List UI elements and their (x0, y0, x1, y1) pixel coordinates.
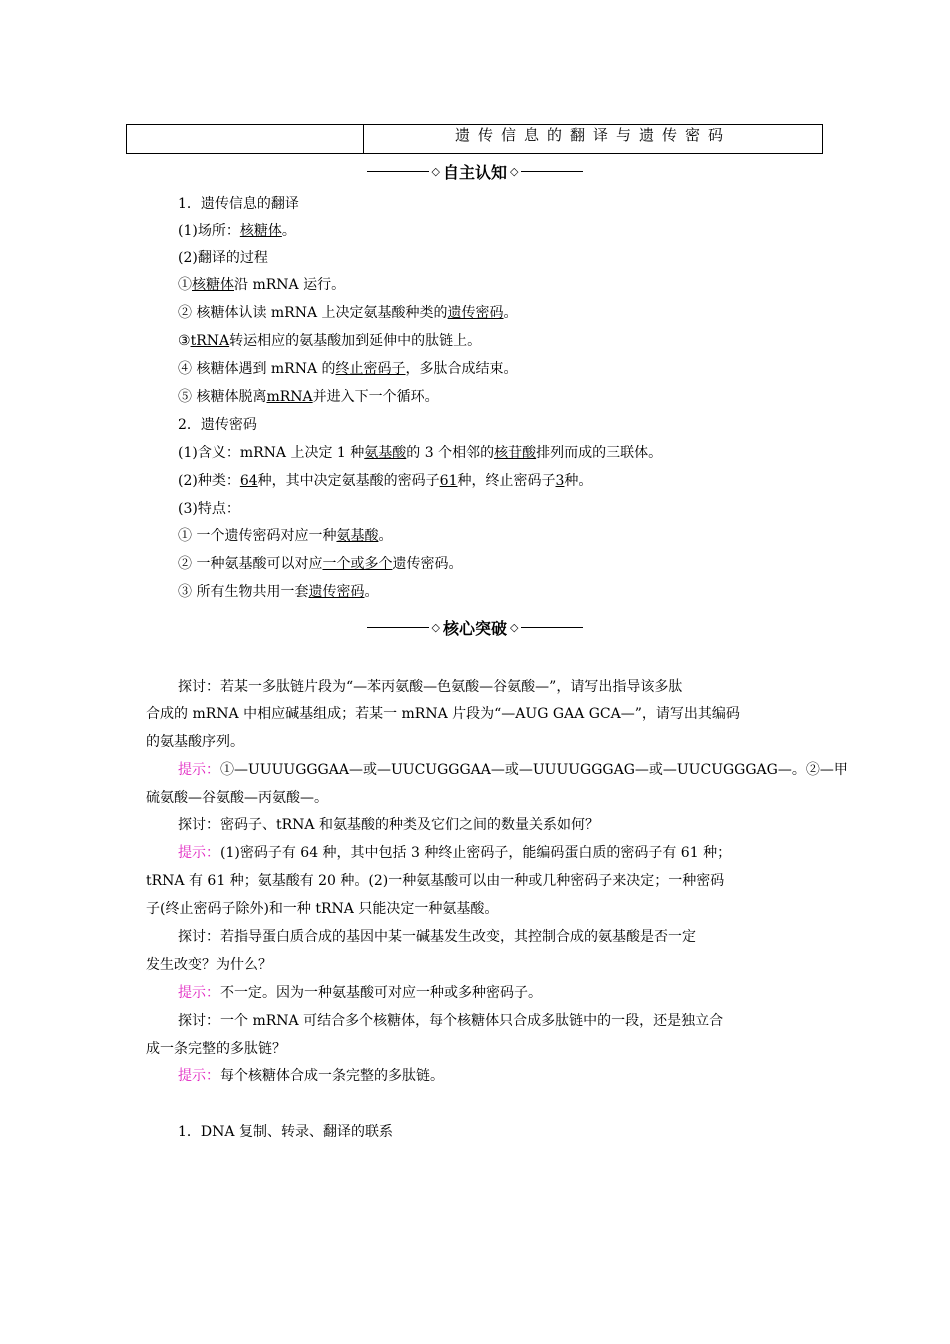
hint-label: 提示： (178, 985, 220, 1001)
heading-genetic-code: 2．遗传密码 (178, 417, 257, 433)
line-feature-2: ② 一种氨基酸可以对应一个或多个遗传密码。 (178, 556, 463, 572)
section-core (0, 616, 950, 639)
question-4-line-1: 探讨：一个 mRNA 可结合多个核糖体，每个核糖体只合成多肽链中的一段，还是独立合 (178, 1013, 724, 1029)
line-step-1: ①核糖体沿 mRNA 运行。 (178, 277, 346, 293)
diamond-icon: ◇ (431, 165, 440, 178)
section-title-self: 自主认知 (442, 163, 507, 182)
header-table (126, 124, 823, 154)
divider-line (521, 171, 583, 172)
heading-translation: 1．遗传信息的翻译 (178, 196, 299, 212)
question-2: 探讨：密码子、tRNA 和氨基酸的种类及它们之间的数量关系如何？ (178, 817, 599, 833)
divider-line (521, 627, 583, 628)
question-3-line-1: 探讨：若指导蛋白质合成的基因中某一碱基发生改变，其控制合成的氨基酸是否一定 (178, 929, 696, 945)
question-1-line-2: 合成的 mRNA 中相应碱基组成；若某一 mRNA 片段为“—AUG GAA GCA—”，请写出其编码 (146, 706, 740, 722)
answer-1-line-2: 硫氨酸—谷氨酸—丙氨酸—。 (146, 790, 328, 806)
header-left-cell (127, 125, 364, 153)
question-1-line-3: 的氨基酸序列。 (146, 734, 244, 750)
line-feature-1: ① 一个遗传密码对应一种氨基酸。 (178, 528, 393, 544)
line-step-5: ⑤ 核糖体脱离mRNA并进入下一个循环。 (178, 389, 439, 405)
answer-3: 提示：不一定。因为一种氨基酸可对应一种或多种密码子。 (178, 985, 542, 1001)
answer-2-line-2: tRNA 有 61 种；氨基酸有 20 种。(2)一种氨基酸可以由一种或几种密码子来决定；一种密码 (146, 873, 725, 889)
hint-label: 提示： (178, 762, 220, 778)
question-1-line-1: 探讨：若某一多肽链片段为“—苯丙氨酸—色氨酸—谷氨酸—”，请写出指导该多肽 (178, 679, 683, 695)
heading-dna-relation: 1．DNA 复制、转录、翻译的联系 (178, 1124, 393, 1140)
line-step-3: ③tRNA转运相应的氨基酸加到延伸中的肽链上。 (178, 333, 482, 349)
divider-line (367, 627, 429, 628)
section-title-core: 核心突破 (442, 619, 507, 638)
diamond-icon: ◇ (431, 621, 440, 634)
hint-label: 提示： (178, 1068, 220, 1084)
divider-line (367, 171, 429, 172)
diamond-icon: ◇ (510, 621, 519, 634)
answer-1-line-1: 提示：①—UUUUGGGAA—或—UUCUGGGAA—或—UUUUGGGAG—或—UUCUGGGAG—。②—甲 (178, 762, 848, 778)
line-step-4: ④ 核糖体遇到 mRNA 的终止密码子，多肽合成结束。 (178, 361, 518, 377)
line-meaning: (1)含义：mRNA 上决定 1 种氨基酸的 3 个相邻的核苷酸排列而成的三联体。 (178, 445, 663, 461)
line-features: (3)特点： (178, 501, 240, 517)
answer-2-line-3: 子(终止密码子除外)和一种 tRNA 只能决定一种氨基酸。 (146, 901, 499, 917)
answer-4: 提示：每个核糖体合成一条完整的多肽链。 (178, 1068, 444, 1084)
diamond-icon: ◇ (510, 165, 519, 178)
page-title: 遗传信息的翻译与遗传密码 (454, 126, 731, 144)
line-types: (2)种类：64种，其中决定氨基酸的密码子61种，终止密码子3种。 (178, 473, 593, 489)
hint-label: 提示： (178, 845, 220, 861)
answer-2-line-1: 提示：(1)密码子有 64 种，其中包括 3 种终止密码子，能编码蛋白质的密码子有 61 种； (178, 845, 732, 861)
question-4-line-2: 成一条完整的多肽链？ (146, 1041, 286, 1057)
line-site: (1)场所：核糖体。 (178, 223, 296, 239)
question-3-line-2: 发生改变？为什么？ (146, 957, 272, 973)
line-step-2: ② 核糖体认读 mRNA 上决定氨基酸种类的遗传密码。 (178, 305, 518, 321)
line-feature-3: ③ 所有生物共用一套遗传密码。 (178, 584, 379, 600)
section-self-study (0, 160, 950, 183)
line-process: (2)翻译的过程 (178, 250, 268, 266)
